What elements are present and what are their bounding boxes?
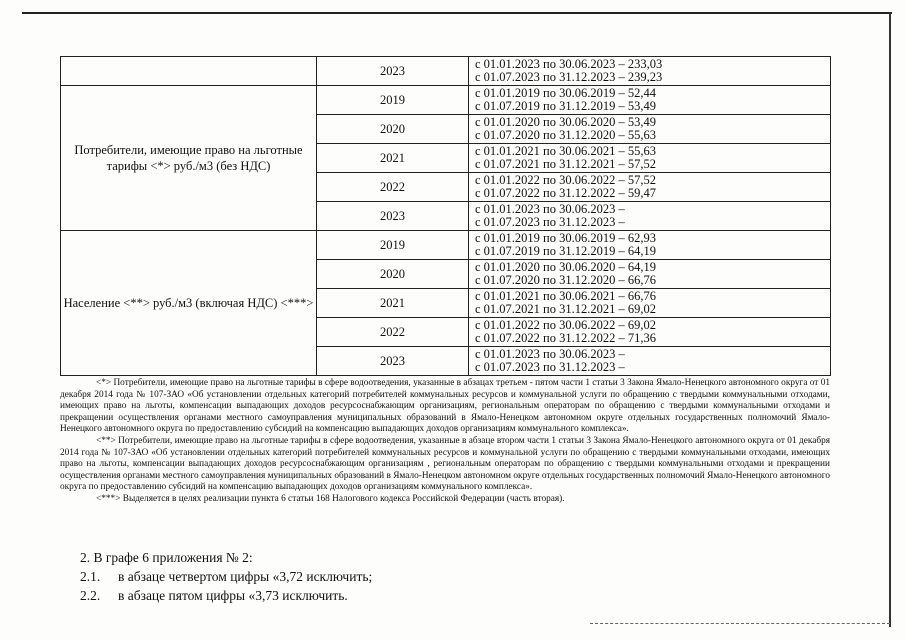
tariff-periods-cell (469, 318, 831, 347)
table-row (61, 231, 831, 260)
year-cell: 2019 (317, 231, 469, 260)
year-cell: 2022 (317, 173, 469, 202)
group-label-cell: Население <**> руб./м3 (включая НДС) <***> (61, 231, 317, 376)
year-cell: 2022 (317, 318, 469, 347)
amendment-item-text: в абзаце пятом цифры «3,73 исключить. (118, 588, 348, 603)
tariff-period-line: с 01.01.2021 по 30.06.2021 – 66,76 (475, 289, 656, 303)
tariff-periods-cell (469, 231, 831, 260)
page-border-top (22, 12, 892, 14)
tariff-period-line: с 01.01.2020 по 30.06.2020 – 64,19 (475, 260, 656, 274)
tariff-period-line: с 01.01.2022 по 30.06.2022 – 69,02 (475, 318, 656, 332)
footnote-2: <**> Потребители, имеющие право на льготные тарифы в сфере водоотведения, указанные в абзаце втором части 1 статьи 3 Закона Ямало-Ненецкого автономного округа от 01 декабря 2014 года № 107-ЗАО «Об установлении отдельных категорий потребителей коммунальных ресурсов и коммунальной услуги по обращению с твердыми коммунальными отходами, имеющих право на льготы, компенсации выпадающих доходов ресурсоснабжающим организациям , региональным операторам по обращению с твердыми коммунальными отходами и прекращении осуществления органами местного самоуправления муниципальных образований в Ямало-Ненецком автономном округе отдельных государственных полномочий Ямало-Ненецкого автономного округа по предоставлению субсидий на компенсацию выпадающих доходов организациям коммунального комплекса». (60, 435, 830, 493)
tariff-table (60, 56, 831, 376)
tariff-period-line: с 01.01.2020 по 30.06.2020 – 53,49 (475, 115, 656, 129)
tariff-periods-cell (469, 115, 831, 144)
tariff-period-line: с 01.07.2019 по 31.12.2019 – 53,49 (475, 99, 656, 113)
tariff-period-line: с 01.01.2023 по 30.06.2023 – 233,03 (475, 57, 663, 71)
amendment-item-number: 2.1. (80, 569, 101, 584)
tariff-period-line: с 01.01.2023 по 30.06.2023 – (475, 202, 625, 216)
tariff-periods-cell (469, 260, 831, 289)
amendment-item (80, 586, 372, 605)
tariff-periods-cell (469, 173, 831, 202)
amendment-heading (80, 548, 372, 567)
tariff-period-line: с 01.07.2023 по 31.12.2023 – 239,23 (475, 70, 663, 84)
year-cell: 2021 (317, 144, 469, 173)
group-label-cell: Потребители, имеющие право на льготные тарифы <*> руб./м3 (без НДС) (61, 86, 317, 231)
tariff-period-line: с 01.01.2021 по 30.06.2021 – 55,63 (475, 144, 656, 158)
amendment-heading-number: 2. (80, 550, 91, 565)
page-border-bottom (590, 623, 890, 624)
footnotes (60, 378, 830, 506)
tariff-periods-cell (469, 86, 831, 115)
year-cell: 2023 (317, 202, 469, 231)
year-cell: 2020 (317, 260, 469, 289)
group-label-cell (61, 57, 317, 86)
tariff-period-line: с 01.07.2020 по 31.12.2020 – 66,76 (475, 273, 656, 287)
tariff-periods-cell (469, 57, 831, 86)
tariff-period-line: с 01.07.2023 по 31.12.2023 – (475, 360, 625, 374)
tariff-periods-cell (469, 202, 831, 231)
tariff-period-line: с 01.01.2023 по 30.06.2023 – (475, 347, 625, 361)
table-row (61, 86, 831, 115)
year-cell: 2021 (317, 289, 469, 318)
amendment-item (80, 567, 372, 586)
amendment-heading-text: В графе 6 приложения № 2: (93, 550, 253, 565)
tariff-period-line: с 01.07.2021 по 31.12.2021 – 57,52 (475, 157, 656, 171)
tariff-period-line: с 01.01.2019 по 30.06.2019 – 62,93 (475, 231, 656, 245)
tariff-period-line: с 01.07.2022 по 31.12.2022 – 71,36 (475, 331, 656, 345)
table-row (61, 57, 831, 86)
year-cell: 2023 (317, 57, 469, 86)
amendments (80, 548, 372, 605)
amendment-item-number: 2.2. (80, 588, 101, 603)
year-cell: 2019 (317, 86, 469, 115)
page-border-right (889, 12, 891, 627)
year-cell: 2023 (317, 347, 469, 376)
tariff-period-line: с 01.01.2022 по 30.06.2022 – 57,52 (475, 173, 656, 187)
tariff-period-line: с 01.07.2022 по 31.12.2022 – 59,47 (475, 186, 656, 200)
year-cell: 2020 (317, 115, 469, 144)
amendment-item-text: в абзаце четвертом цифры «3,72 исключить; (118, 569, 373, 584)
tariff-periods-cell (469, 289, 831, 318)
tariff-periods-cell (469, 347, 831, 376)
tariff-period-line: с 01.07.2019 по 31.12.2019 – 64,19 (475, 244, 656, 258)
tariff-period-line: с 01.07.2023 по 31.12.2023 – (475, 215, 625, 229)
tariff-periods-cell (469, 144, 831, 173)
footnote-1: <*> Потребители, имеющие право на льготные тарифы в сфере водоотведения, указанные в абзацах третьем - пятом части 1 статьи 3 Закона Ямало-Ненецкого автономного округа от 01 декабря 2014 года № 107-ЗАО «Об установлении отдельных категорий потребителей коммунальных ресурсов и коммунальной услуги по обращению с твердыми коммунальными отходами, имеющих право на льготы, компенсации выпадающих доходов ресурсоснабжающим организациям, региональным операторам по обращению с твердыми коммунальными отходами и прекращении осуществления органами местного самоуправления муниципальных образований в Ямало-Ненецком автономном округе отдельных государственных полномочий Ямало-Ненецкого автономного округа по предоставлению субсидий на компенсацию выпадающих доходов организациям коммунального комплекса». (60, 378, 830, 435)
tariff-period-line: с 01.07.2021 по 31.12.2021 – 69,02 (475, 302, 656, 316)
tariff-period-line: с 01.07.2020 по 31.12.2020 – 55,63 (475, 128, 656, 142)
footnote-3: <***> Выделяется в целях реализации пункта 6 статьи 168 Налогового кодекса Российской Федерации (часть вторая). (96, 493, 565, 504)
tariff-period-line: с 01.01.2019 по 30.06.2019 – 52,44 (475, 86, 656, 100)
